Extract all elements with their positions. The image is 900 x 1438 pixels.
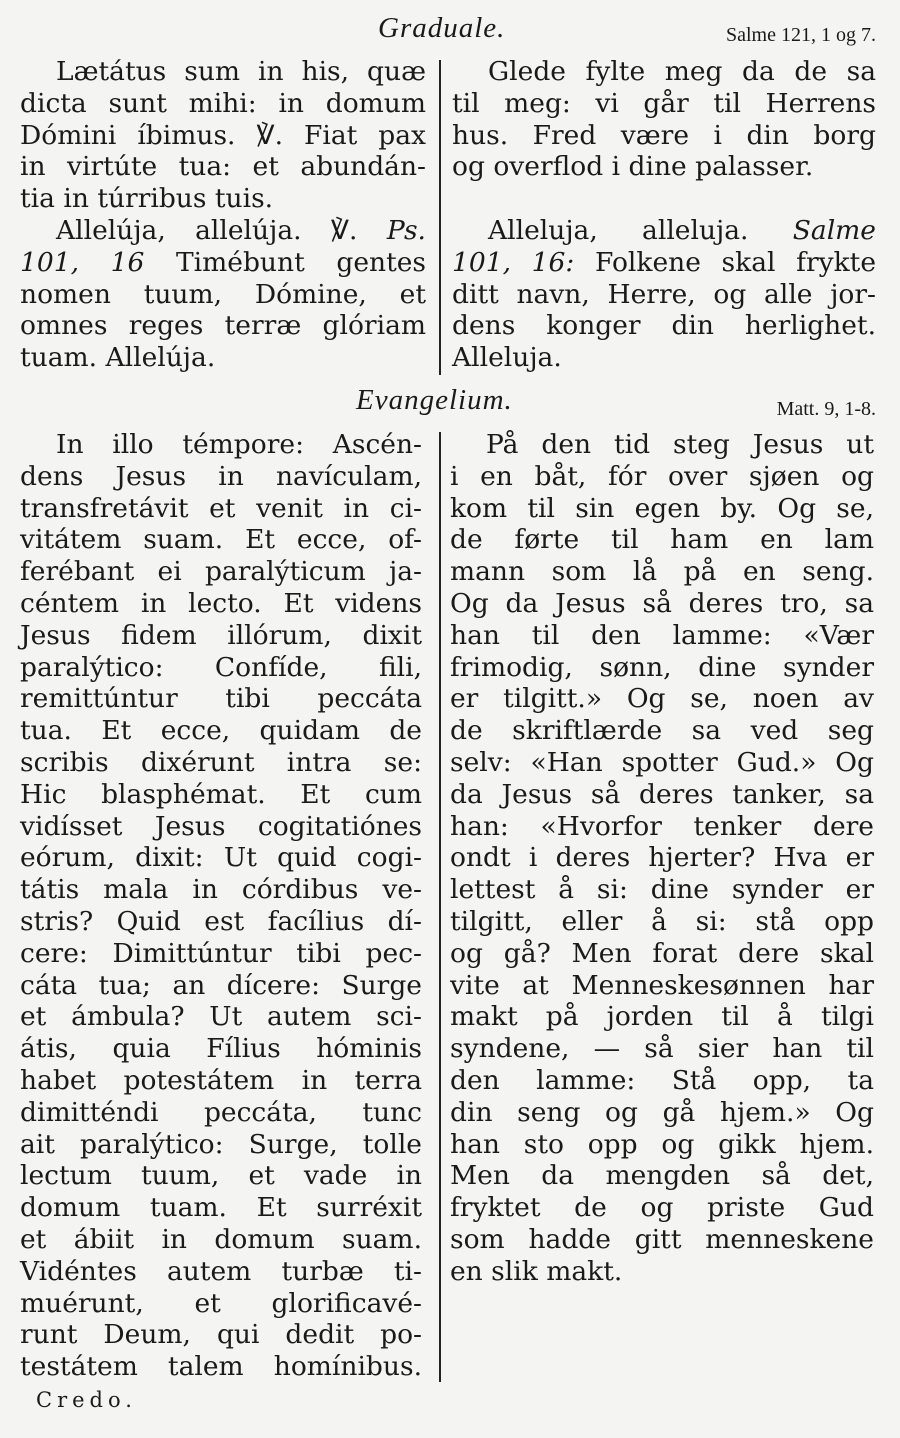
text-line: habet potestátem in terra bbox=[20, 1064, 422, 1096]
text-line: På den tid steg Jesus ut bbox=[486, 429, 874, 460]
text-line: Hic blasphémat. Et cum bbox=[20, 778, 422, 810]
text-line: Alleluja. bbox=[452, 342, 562, 374]
text-line: in virtúte tua: et abundán- bbox=[20, 151, 426, 183]
text-line: mann som lå på en seng. bbox=[450, 556, 874, 588]
text-line: eórum, dixit: Ut quid cogi- bbox=[20, 842, 422, 874]
text-line: dens konger din herlighet. bbox=[452, 310, 876, 342]
text-line: 101, 16 Timébunt gentes bbox=[20, 246, 427, 278]
text-line: Allelúja, allelúja. ℣. Ps. bbox=[56, 214, 426, 246]
graduale-reference: Salme 121, 1 og 7. bbox=[726, 24, 876, 46]
text-line: scribis dixérunt intra se: bbox=[20, 746, 422, 778]
text-line: et ábiit in domum suam. bbox=[20, 1223, 422, 1255]
text-line: kom til sin egen by. Og se, bbox=[450, 492, 874, 524]
text-line: ondt i deres hjerter? Hva er bbox=[450, 842, 874, 874]
graduale-latin-column bbox=[20, 56, 426, 374]
text-line: han: «Hvorfor tenker dere bbox=[450, 810, 874, 842]
text-line: og overflod i dine palasser. bbox=[452, 151, 814, 183]
text-line: cáta tua; an dícere: Surge bbox=[20, 969, 422, 1001]
text-line: tilgitt, eller å si: stå opp bbox=[450, 905, 874, 937]
text-line: stris? Quid est facílius dí- bbox=[20, 905, 422, 937]
text-line: dimitténdi peccáta, tunc bbox=[20, 1096, 422, 1128]
text-line: tia in túrribus tuis. bbox=[20, 183, 274, 215]
text-line: er tilgitt.» Og se, noen av bbox=[450, 683, 874, 715]
text-line: transfretávit et venit in ci- bbox=[20, 492, 422, 524]
text-line: tua. Et ecce, quidam de bbox=[20, 715, 422, 747]
graduale-header bbox=[0, 12, 900, 52]
text-line: en slik makt. bbox=[450, 1255, 623, 1287]
text-line: 101, 16: Folkene skal frykte bbox=[452, 246, 877, 278]
text-line: vidísset Jesus cogitatiónes bbox=[20, 810, 422, 842]
text-line: dens Jesus in navículam, bbox=[20, 460, 422, 492]
text-line: frimodig, sønn, dine synder bbox=[450, 651, 874, 683]
text-line: Lætátus sum in his, quæ bbox=[56, 56, 426, 87]
text-line: céntem in lecto. Et videns bbox=[20, 587, 422, 619]
text-line: Glede fylte meg da de sa bbox=[488, 56, 876, 87]
text-line: vite at Menneskesønnen har bbox=[450, 969, 874, 1001]
text-line: de førte til ham en lam bbox=[450, 524, 874, 556]
text-line: han sto opp og gikk hjem. bbox=[450, 1128, 874, 1160]
text-line: som hadde gitt menneskene bbox=[450, 1223, 874, 1255]
text-line bbox=[452, 183, 876, 215]
text-line: til meg: vi går til Herrens bbox=[452, 87, 876, 119]
graduale-norwegian-column bbox=[452, 56, 876, 374]
text-line: Men da mengden så det, bbox=[450, 1160, 874, 1192]
text-line: syndene, — så sier han til bbox=[450, 1033, 874, 1065]
text-line: testátem talem homínibus. bbox=[20, 1351, 422, 1383]
text-line: cere: Dimittúntur tibi pec- bbox=[20, 937, 422, 969]
text-line: og gå? Men forat dere skal bbox=[450, 937, 874, 969]
text-line: ferébant ei paralýticum ja- bbox=[20, 556, 422, 588]
text-line: Dómini íbimus. ℣. Fiat pax bbox=[20, 119, 426, 151]
text-line: runt Deum, qui dedit po- bbox=[20, 1319, 422, 1351]
graduale-title: Graduale. bbox=[378, 12, 506, 44]
text-line: paralýtico: Confíde, fili, bbox=[20, 651, 422, 683]
text-line: remittúntur tibi peccáta bbox=[20, 683, 422, 715]
text-line: Vidéntes autem turbæ ti- bbox=[20, 1255, 422, 1287]
text-line: lectum tuum, et vade in bbox=[20, 1160, 422, 1192]
text-line: de skriftlærde sa ved seg bbox=[450, 715, 874, 747]
text-line: din seng og gå hjem.» Og bbox=[450, 1096, 874, 1128]
text-line: muérunt, et glorificavé- bbox=[20, 1287, 422, 1319]
text-line: tuam. Allelúja. bbox=[20, 342, 216, 374]
evangelium-title: Evangelium. bbox=[356, 384, 513, 416]
text-line: omnes reges terræ glóriam bbox=[20, 310, 426, 342]
text-line: i en båt, fór over sjøen og bbox=[450, 460, 874, 492]
text-line: hus. Fred være i din borg bbox=[452, 119, 876, 151]
text-line: tátis mala in córdibus ve- bbox=[20, 874, 422, 906]
text-line: Og da Jesus så deres tro, sa bbox=[450, 587, 874, 619]
text-line: lettest å si: dine synder er bbox=[450, 874, 874, 906]
text-line: makt på jorden til å tilgi bbox=[450, 1001, 874, 1033]
text-line: domum tuam. Et surréxit bbox=[20, 1192, 422, 1224]
evangelium-latin-column bbox=[20, 429, 422, 1383]
text-line: vitátem suam. Et ecce, of- bbox=[20, 524, 422, 556]
text-line: átis, quia Fílius hóminis bbox=[20, 1033, 422, 1065]
text-line: In illo témpore: Ascén- bbox=[56, 429, 422, 460]
text-line: selv: «Han spotter Gud.» Og bbox=[450, 746, 874, 778]
credo-label: Credo. bbox=[36, 1388, 137, 1412]
evangelium-norwegian-column bbox=[450, 429, 874, 1288]
text-line: ditt navn, Herre, og alle jor- bbox=[452, 278, 876, 310]
text-line: nomen tuum, Dómine, et bbox=[20, 278, 426, 310]
text-line: dicta sunt mihi: in domum bbox=[20, 87, 426, 119]
graduale-column-divider bbox=[439, 60, 441, 375]
text-line: ait paralýtico: Surge, tolle bbox=[20, 1128, 422, 1160]
text-line: et ámbula? Ut autem sci- bbox=[20, 1001, 422, 1033]
text-line: han til den lamme: «Vær bbox=[450, 619, 874, 651]
evangelium-column-divider bbox=[439, 432, 441, 1382]
evangelium-reference: Matt. 9, 1-8. bbox=[776, 398, 876, 420]
text-line: den lamme: Stå opp, ta bbox=[450, 1064, 874, 1096]
text-line: da Jesus så deres tanker, sa bbox=[450, 778, 874, 810]
text-line: Alleluja, alleluja. Salme bbox=[488, 214, 876, 246]
evangelium-header bbox=[0, 384, 900, 424]
text-line: fryktet de og priste Gud bbox=[450, 1192, 874, 1224]
text-line: Jesus fidem illórum, dixit bbox=[20, 619, 422, 651]
